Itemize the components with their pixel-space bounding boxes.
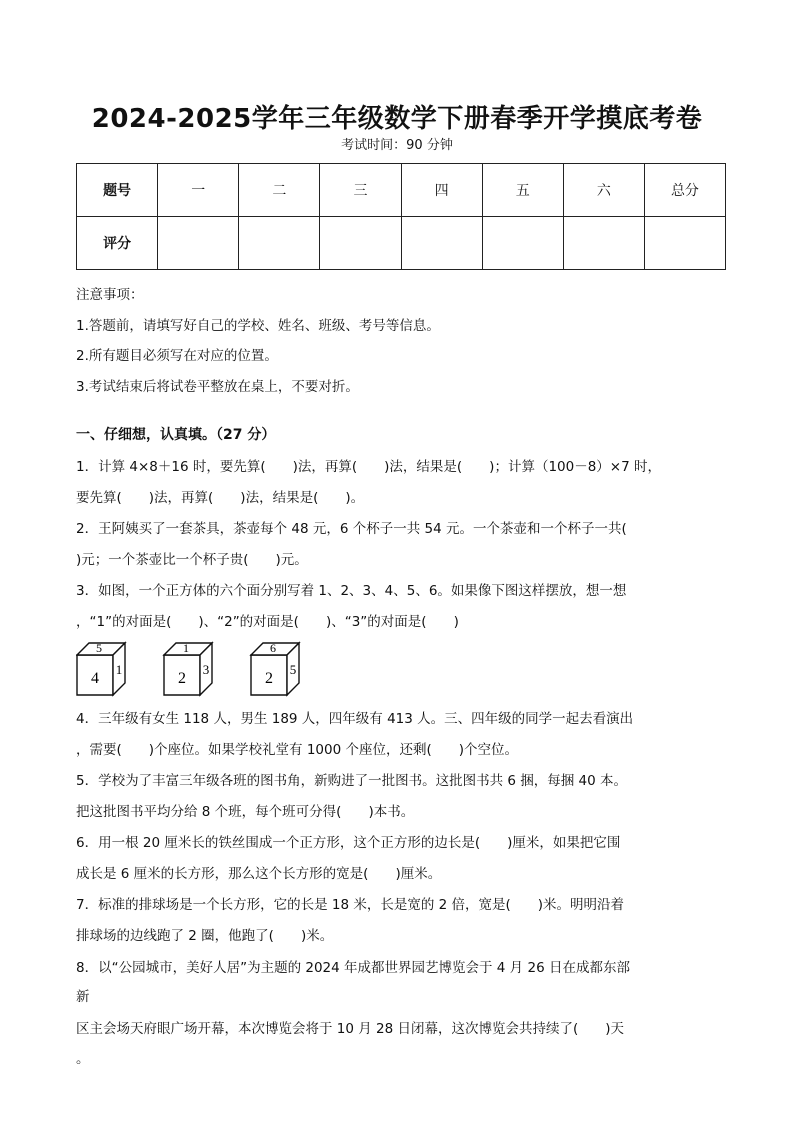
cube-1-top-label: 5 (96, 641, 102, 655)
score-table-header-row (77, 164, 726, 217)
score-table (76, 163, 726, 270)
question-line: 8．以“公园城市，美好人居”为主题的 2024 年成都世界园艺博览会于 4 月 26 日在成都东部 (76, 960, 630, 976)
question-line: 把这批图书平均分给 8 个班，每个班可分得( )本书。 (76, 804, 415, 820)
exam-time: 考试时间：90 分钟 (341, 138, 453, 153)
header-cell-3: 三 (320, 164, 401, 217)
page-title: 2024-2025学年三年级数学下册春季开学摸底考卷 (91, 104, 703, 134)
cube-1-front-label: 4 (91, 670, 99, 687)
question-line: 3．如图，一个正方体的六个面分别写着 1、2、3、4、5、6。如果像下图这样摆放，想一想 (76, 583, 627, 599)
question-line: 。 (76, 1051, 90, 1067)
header-cell-5: 五 (482, 164, 563, 217)
question-line: 排球场的边线跑了 2 圈，他跑了( )米。 (76, 928, 334, 944)
cube-3-top-label: 6 (270, 641, 276, 655)
cube-figure-1 (77, 641, 125, 695)
cube-figures (76, 641, 316, 699)
cube-3-side-label: 5 (289, 662, 297, 677)
notes-heading: 注意事项： (76, 287, 144, 303)
score-cell-label: 评分 (77, 217, 158, 270)
score-cell-3[interactable] (320, 217, 401, 270)
header-cell-total: 总分 (644, 164, 725, 217)
score-cell-1[interactable] (158, 217, 239, 270)
question-line: ，需要( )个座位。如果学校礼堂有 1000 个座位，还剩( )个空位。 (76, 742, 519, 758)
question-line: 成长是 6 厘米的长方形，那么这个长方形的宽是( )厘米。 (76, 866, 442, 882)
question-line: 7．标准的排球场是一个长方形，它的长是 18 米，长是宽的 2 倍，宽是( )米。明明沿着 (76, 897, 625, 913)
note-item-3: 3.考试结束后将试卷平整放在桌上，不要对折。 (76, 378, 359, 395)
cube-2-side-label: 3 (202, 662, 210, 677)
question-line: 要先算( )法，再算( )法，结果是( )。 (76, 490, 365, 506)
score-cell-6[interactable] (563, 217, 644, 270)
question-line: ，“1”的对面是( )、“2”的对面是( )、“3”的对面是( ) (76, 614, 459, 630)
score-cell-5[interactable] (482, 217, 563, 270)
score-table-score-row (77, 217, 726, 270)
question-line: 1．计算 4×8＋16 时，要先算( )法，再算( )法，结果是( )；计算（100－8）×7 时， (76, 459, 661, 475)
cube-figure-2 (164, 641, 212, 695)
header-cell-label: 题号 (77, 164, 158, 217)
section-heading: 一、仔细想，认真填。（27 分） (76, 427, 276, 443)
score-cell-total[interactable] (644, 217, 725, 270)
question-line: 区主会场天府眼广场开幕，本次博览会将于 10 月 28 日闭幕，这次博览会共持续了( )天 (76, 1021, 625, 1037)
notes-block (76, 285, 726, 407)
question-line: 6．用一根 20 厘米长的铁丝围成一个正方形，这个正方形的边长是( )厘米，如果把它围 (76, 835, 621, 851)
score-cell-2[interactable] (239, 217, 320, 270)
note-item-1: 1.答题前，请填写好自己的学校、姓名、班级、考号等信息。 (76, 317, 440, 334)
cube-figure-3 (251, 641, 299, 695)
header-cell-2: 二 (239, 164, 320, 217)
question-line: )元；一个茶壶比一个杯子贵( )元。 (76, 552, 308, 568)
question-line: 新 (76, 989, 90, 1005)
header-cell-6: 六 (563, 164, 644, 217)
question-line: 5．学校为了丰富三年级各班的图书角，新购进了一批图书。这批图书共 6 捆，每捆 40 本。 (76, 773, 628, 789)
header-cell-1: 一 (158, 164, 239, 217)
cube-3-front-label: 2 (265, 670, 273, 687)
cube-2-top-label: 1 (183, 641, 189, 655)
score-cell-4[interactable] (401, 217, 482, 270)
cube-2-front-label: 2 (178, 670, 186, 687)
note-item-2: 2.所有题目必须写在对应的位置。 (76, 348, 278, 364)
cube-1-side-label: 1 (115, 662, 123, 677)
header-cell-4: 四 (401, 164, 482, 217)
question-line: 2．王阿姨买了一套茶具，茶壶每个 48 元，6 个杯子一共 54 元。一个茶壶和一个杯子一共( (76, 521, 627, 537)
question-line: 4．三年级有女生 118 人，男生 189 人，四年级有 413 人。三、四年级的同学一起去看演出 (76, 711, 634, 727)
